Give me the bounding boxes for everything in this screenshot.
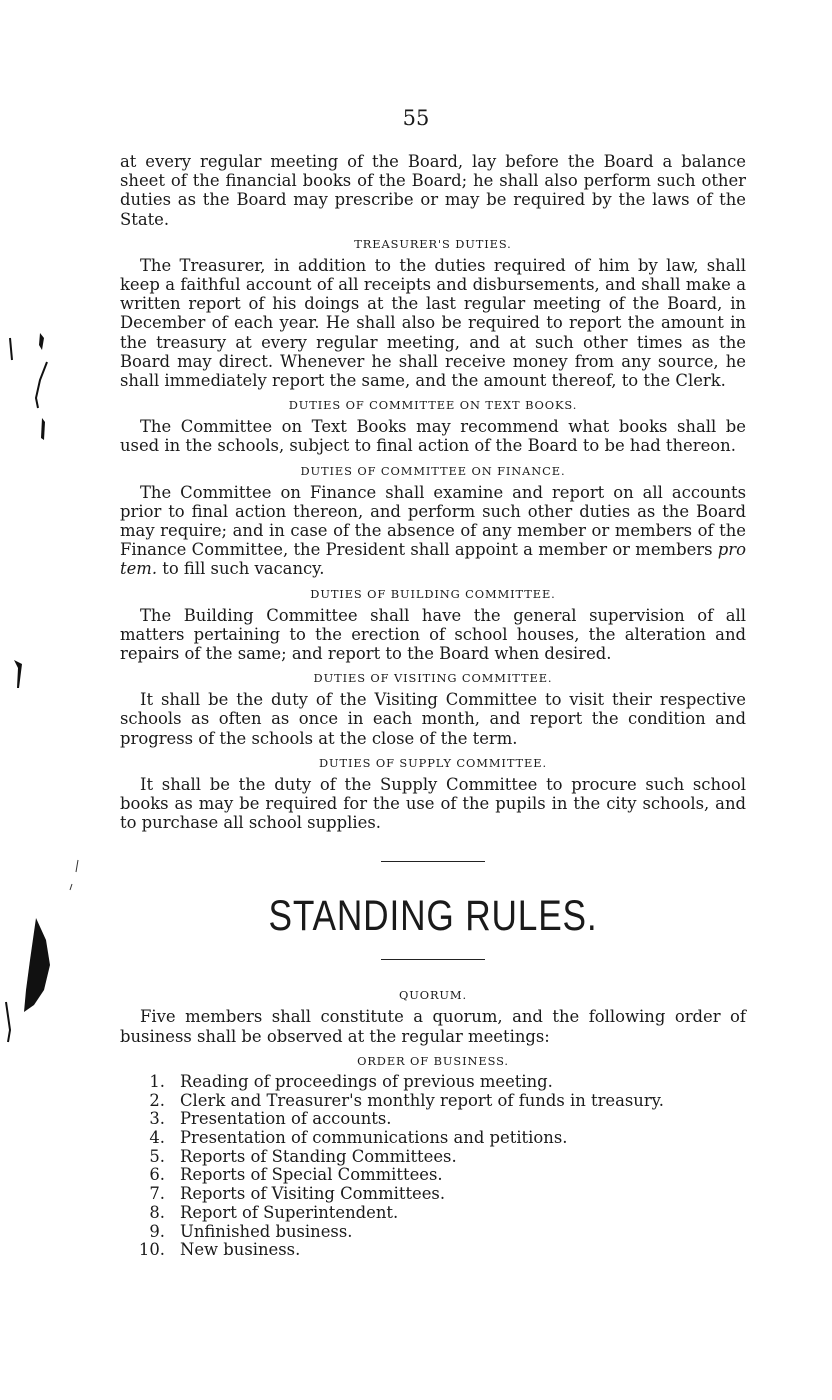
list-item [120, 1185, 746, 1204]
list-item-text: Reading of proceedings of previous meeting. [180, 1071, 553, 1091]
list-item-number: 3. [149, 1109, 165, 1129]
section-heading-supply: DUTIES OF SUPPLY COMMITTEE. [319, 755, 547, 770]
list-item-text: New business. [180, 1240, 301, 1260]
list-item-text: Presentation of communications and petitions. [180, 1128, 568, 1147]
section-text-text-books: The Committee on Text Books may recommend what books shall be used in the schools, subject to final action of the Board to be had thereon. [120, 417, 746, 456]
list-item-number: 6. [149, 1165, 165, 1185]
list-item [120, 1241, 746, 1260]
list-item-number: 1. [149, 1071, 165, 1091]
list-item-number: 2. [149, 1090, 165, 1110]
list-item-number: 9. [149, 1221, 165, 1241]
page-body [120, 152, 746, 1260]
finance-text-part-2: to fill such vacancy. [157, 559, 325, 579]
list-item [120, 1110, 746, 1129]
quorum-text: Five members shall constitute a quorum, and the following order of business shall be observed at the regular meetings: [120, 1007, 746, 1046]
order-of-business-list [120, 1073, 746, 1260]
list-item-number: 10. [138, 1240, 165, 1260]
list-item [120, 1129, 746, 1148]
list-item-text: Report of Superintendent. [180, 1202, 399, 1222]
section-heading-text-books: DUTIES OF COMMITTEE ON TEXT BOOKS. [288, 398, 578, 413]
list-item-number: 5. [149, 1146, 165, 1166]
divider-rule-bottom [381, 959, 485, 960]
list-item-number: 4. [149, 1128, 165, 1147]
list-item-text: Reports of Special Committees. [180, 1165, 443, 1185]
section-text-finance [120, 483, 746, 579]
section-text-treasurer: The Treasurer, in addition to the duties required of him by law, shall keep a faithful account of all receipts and disbursements, and shall make a written report of his doings at the last regular meeting of the Board, in December of each year. He shall also be required to report the amount in the treasury at every regular meeting, and at such other times as the Board may direct. Whenever he shall receive money from any source, he shall immediately report the same, and the amount thereof, to the Clerk. [120, 255, 746, 391]
list-item-text: Reports of Visiting Committees. [180, 1184, 446, 1204]
list-item [120, 1223, 746, 1242]
list-item-number: 7. [149, 1184, 165, 1204]
list-item [120, 1148, 746, 1167]
divider-rule-top [381, 861, 485, 862]
margin-ink-marks [0, 300, 80, 1400]
section-heading-building: DUTIES OF BUILDING COMMITTEE. [310, 586, 556, 601]
section-text-visiting: It shall be the duty of the Visiting Committee to visit their respective schools as often as once in each month, and report the condition and progress of the schools at the close of the term. [120, 690, 746, 748]
list-item-text: Unfinished business. [180, 1221, 353, 1241]
page-number: 55 [402, 106, 430, 130]
list-item-text: Reports of Standing Committees. [180, 1146, 457, 1166]
finance-italic-term: pro tem. [120, 540, 746, 579]
order-of-business-heading: ORDER OF BUSINESS. [357, 1053, 509, 1068]
section-heading-treasurer: TREASURER'S DUTIES. [354, 236, 512, 251]
section-heading-finance: DUTIES OF COMMITTEE ON FINANCE. [300, 463, 566, 478]
finance-text-part-1: The Committee on Finance shall examine and report on all accounts prior to final action thereon, and perform such other duties as the Board may require; and in case of the absence of any member or members of the Finance Committee, the President shall appoint a member or members [120, 482, 746, 560]
list-item [120, 1073, 746, 1092]
section-text-building: The Building Committee shall have the general supervision of all matters pertaining to the erection of school houses, the alteration and repairs of the same; and report to the Board when desired. [120, 605, 746, 664]
intro-paragraph: at every regular meeting of the Board, lay before the Board a balance sheet of the financial books of the Board; he shall also perform such other duties as the Board may prescribe or may be required by the laws of the State. [120, 152, 746, 229]
section-text-supply: It shall be the duty of the Supply Committee to procure such school books as may be required for the use of the pupils in the city schools, and to purchase all school supplies. [120, 774, 746, 833]
list-item [120, 1204, 746, 1223]
standing-rules-title: STANDING RULES. [268, 892, 598, 941]
list-item-text: Clerk and Treasurer's monthly report of funds in treasury. [180, 1090, 664, 1110]
list-item-text: Presentation of accounts. [180, 1109, 392, 1129]
list-item [120, 1092, 746, 1111]
list-item-number: 8. [149, 1202, 165, 1222]
list-item [120, 1166, 746, 1185]
quorum-heading: QUORUM. [398, 988, 468, 1003]
section-heading-visiting: DUTIES OF VISITING COMMITTEE. [313, 671, 553, 686]
